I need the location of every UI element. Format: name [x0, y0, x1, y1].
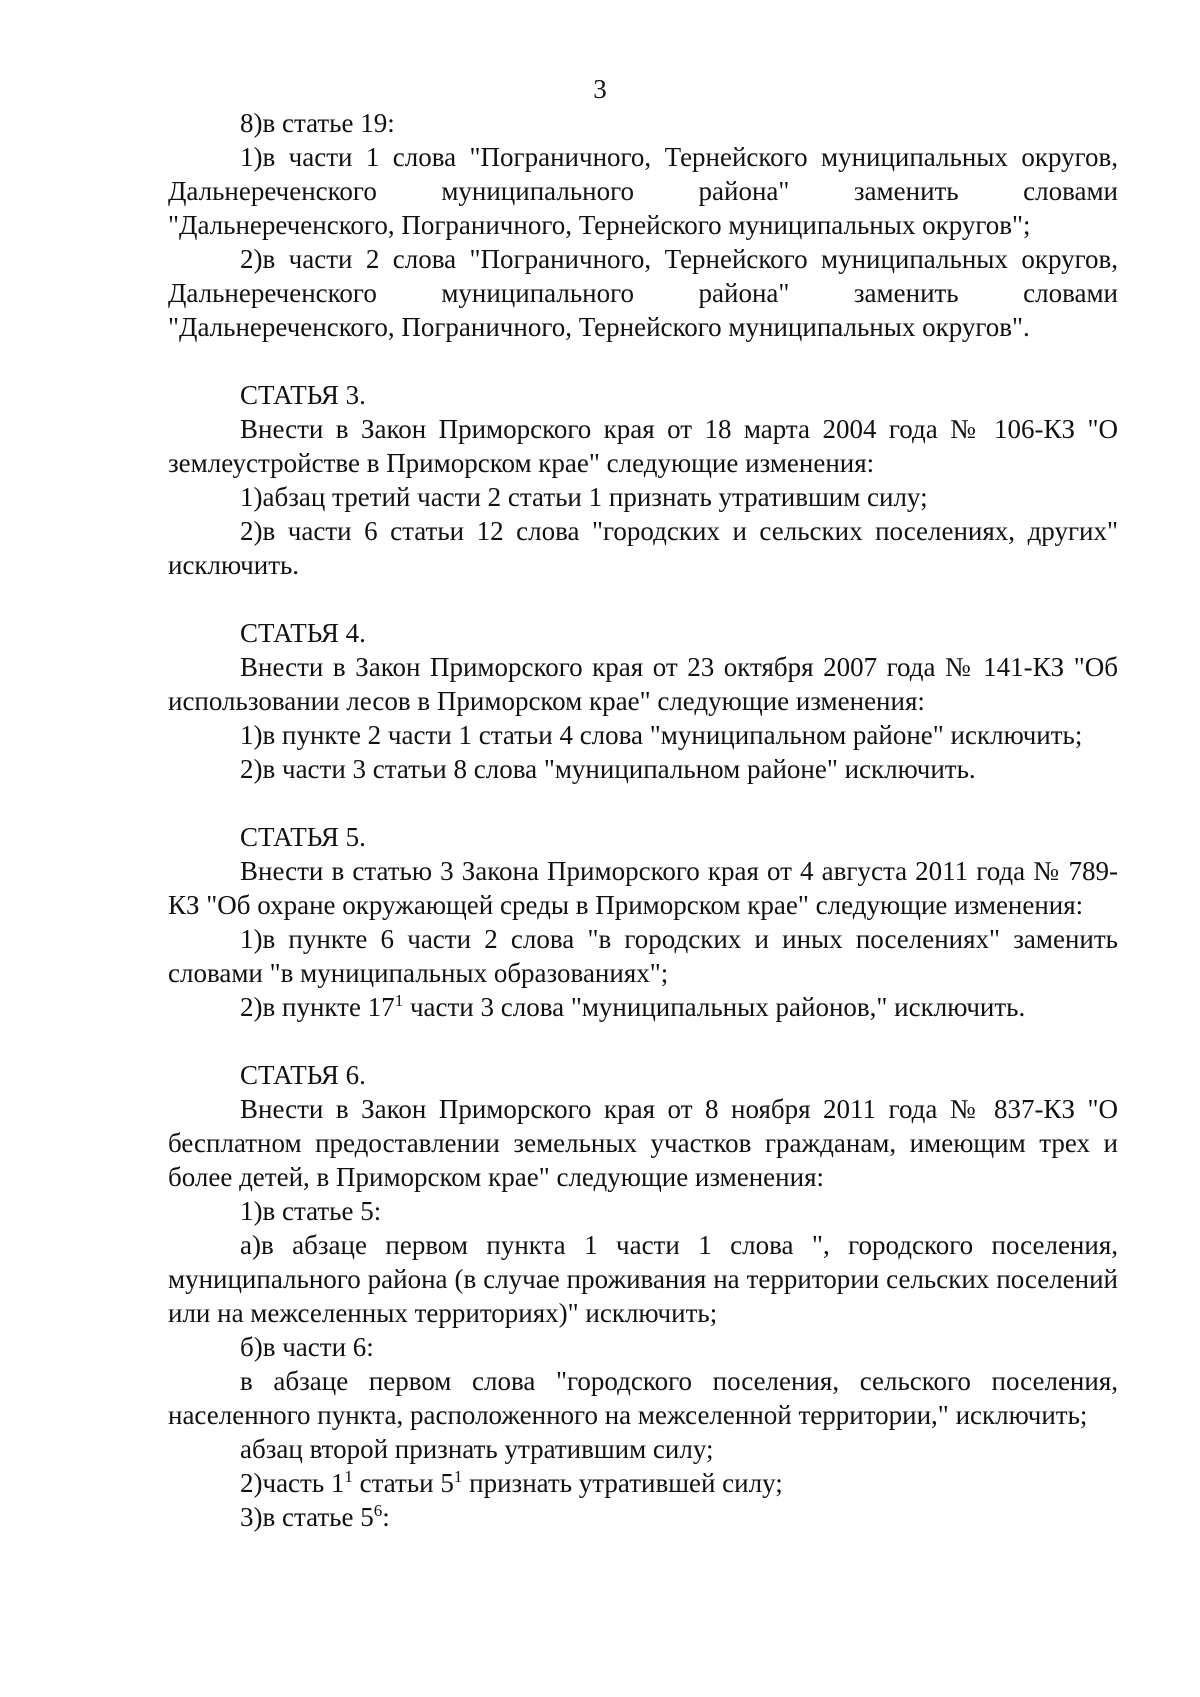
text-run: 2)часть 1 — [240, 1468, 345, 1498]
text-run: 2)в пункте 17 — [240, 992, 395, 1022]
article-heading: СТАТЬЯ 3. — [240, 380, 366, 410]
document-body — [168, 72, 1118, 1534]
paragraph: 8)в статье 19: — [240, 108, 395, 138]
superscript: 1 — [344, 1467, 353, 1486]
paragraph: б)в части 6: — [240, 1332, 374, 1362]
superscript: 1 — [394, 991, 404, 1010]
paragraph: 2)в части 3 статьи 8 слова "муниципальном районе" исключить. — [240, 754, 976, 784]
text-run: признать утратившей силу; — [462, 1468, 783, 1498]
paragraph: Внести в статью 3 Закона Приморского края от 4 августа 2011 года № 789-КЗ "Об охране окружающей среды в Приморском крае" следующие изменения: — [168, 856, 1118, 920]
paragraph: а)в абзаце первом пункта 1 части 1 слова ", городского поселения, муниципального района (в случае проживания на территории сельских поселений или на межселенных территориях)" исключить; — [168, 1230, 1118, 1328]
paragraph: Внести в Закон Приморского края от 8 ноября 2011 года № 837-КЗ "О бесплатном предоставлении земельных участков гражданам, имеющим трех и более детей, в Приморском крае" следующие изменения: — [168, 1094, 1118, 1192]
page-number: 3 — [593, 74, 607, 104]
paragraph: Внести в Закон Приморского края от 18 марта 2004 года № 106-КЗ "О землеустройстве в Приморском крае" следующие изменения: — [168, 414, 1118, 478]
paragraph: Внести в Закон Приморского края от 23 октября 2007 года № 141-КЗ "Об использовании лесов в Приморском крае" следующие изменения: — [168, 652, 1118, 716]
paragraph: 2)в части 2 слова "Пограничного, Тернейского муниципальных округов, Дальнереченского муниципального района" заменить словами "Дальнереченского, Пограничного, Тернейского муниципальных округов". — [168, 244, 1118, 342]
paragraph: 1)в пункте 2 части 1 статьи 4 слова "муниципальном районе" исключить; — [240, 720, 1083, 750]
paragraph: 1)абзац третий части 2 статьи 1 признать утратившим силу; — [240, 482, 928, 512]
text-run: 3)в статье 5 — [240, 1502, 374, 1532]
paragraph: в абзаце первом слова "городского поселения, сельского поселения, населенного пункта, расположенного на межселенной территории," исключить; — [168, 1366, 1118, 1430]
article-heading: СТАТЬЯ 6. — [240, 1060, 366, 1090]
text-run: : — [382, 1502, 390, 1532]
paragraph — [168, 1500, 1118, 1534]
superscript: 1 — [453, 1467, 463, 1486]
paragraph: абзац второй признать утратившим силу; — [240, 1434, 714, 1464]
superscript: 6 — [373, 1501, 383, 1520]
paragraph — [168, 1466, 1118, 1500]
paragraph: 1)в части 1 слова "Пограничного, Тернейского муниципальных округов, Дальнереченского муниципального района" заменить словами "Дальнереченского, Пограничного, Тернейского муниципальных округов"; — [168, 142, 1118, 240]
text-run: статьи 5 — [352, 1468, 454, 1498]
paragraph: 2)в части 6 статьи 12 слова "городских и сельских поселениях, других" исключить. — [168, 516, 1118, 580]
paragraph: 1)в пункте 6 части 2 слова "в городских и иных поселениях" заменить словами "в муниципальных образованиях"; — [168, 924, 1118, 988]
article-heading: СТАТЬЯ 5. — [240, 822, 366, 852]
paragraph — [168, 990, 1118, 1024]
paragraph: 1)в статье 5: — [240, 1196, 382, 1226]
article-heading: СТАТЬЯ 4. — [240, 618, 366, 648]
text-run: части 3 слова "муниципальных районов," исключить. — [403, 992, 1026, 1022]
